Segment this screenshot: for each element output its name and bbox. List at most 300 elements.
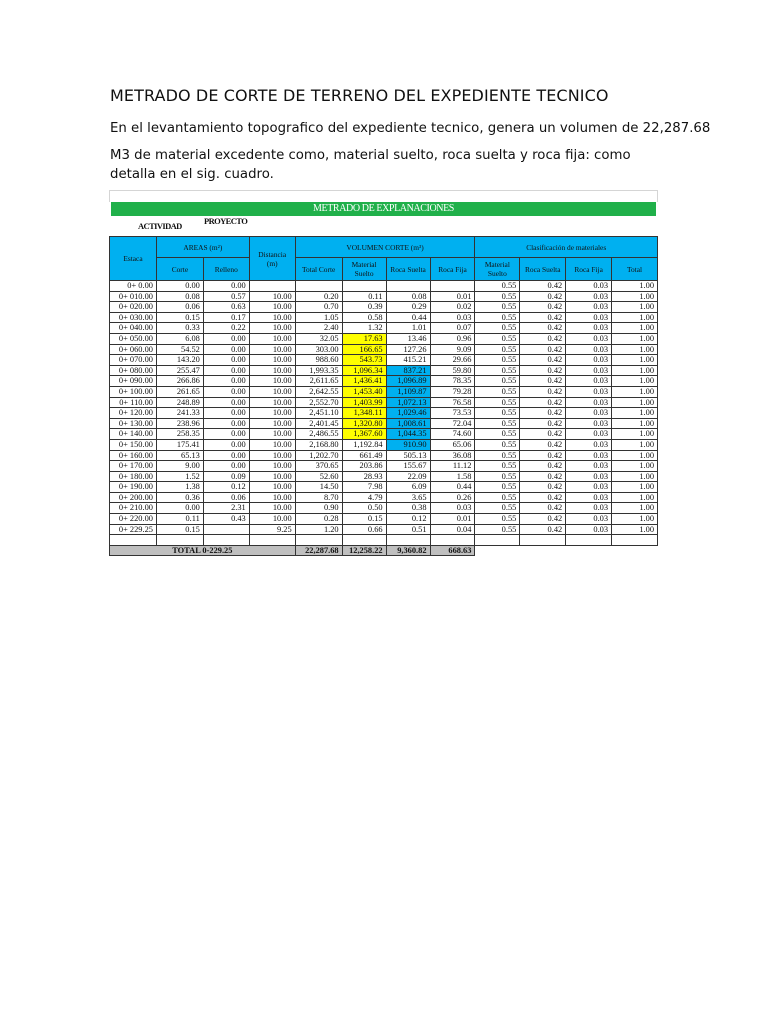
corte-cell: 248.89: [156, 397, 203, 408]
class-material-suelto-cell: 0.55: [475, 291, 520, 302]
roca-suelta-cell: 910.90: [386, 439, 430, 450]
table-row: [110, 492, 658, 503]
roca-suelta-cell: 155.67: [386, 461, 430, 472]
corte-cell: 255.47: [156, 365, 203, 376]
estaca-cell: 0+ 0.00: [110, 281, 157, 292]
material-suelto-cell: 1,436.41: [342, 376, 386, 387]
blank-cell: [342, 535, 386, 546]
roca-fija-cell: 29.66: [430, 355, 475, 366]
material-suelto-cell: 17.63: [342, 333, 386, 344]
table-row: [110, 386, 658, 397]
roca-suelta-cell: 415.21: [386, 355, 430, 366]
class-roca-fija-cell: 0.03: [566, 492, 612, 503]
detail-paragraph: M3 de material excedente como, material suelto, roca suelta y roca fija: como detalla en el sig. cuadro.: [110, 148, 631, 182]
total-corte-cell: 2,642.55: [295, 386, 342, 397]
roca-suelta-cell: 1,044.35: [386, 429, 430, 440]
class-roca-fija-cell: 0.03: [566, 281, 612, 292]
class-material-suelto-cell: 0.55: [475, 408, 520, 419]
table-row: [110, 281, 658, 292]
class-material-suelto-cell: 0.55: [475, 355, 520, 366]
roca-fija-cell: 0.03: [430, 312, 475, 323]
distancia-cell: 10.00: [249, 302, 295, 313]
distancia-cell: 10.00: [249, 450, 295, 461]
class-material-suelto-cell: 0.55: [475, 503, 520, 514]
corte-cell: 9.00: [156, 461, 203, 472]
total-row: [110, 545, 658, 556]
distancia-cell: 10.00: [249, 418, 295, 429]
class-total-cell: 1.00: [612, 471, 658, 482]
material-suelto-cell: 0.11: [342, 291, 386, 302]
class-material-suelto-cell: 0.55: [475, 471, 520, 482]
distancia-cell: 10.00: [249, 323, 295, 334]
total-roca-fija-value: 668.63: [430, 545, 475, 556]
material-suelto-cell: 4.79: [342, 492, 386, 503]
class-material-suelto-cell: 0.55: [475, 524, 520, 535]
empty-cell: [475, 545, 520, 556]
table-row: [110, 323, 658, 334]
class-roca-suelta-cell: 0.42: [520, 365, 566, 376]
total-corte-cell: 8.70: [295, 492, 342, 503]
class-material-suelto-cell: 0.55: [475, 376, 520, 387]
class-material-suelto-cell: 0.55: [475, 429, 520, 440]
corte-cell: 0.06: [156, 302, 203, 313]
estaca-cell: 0+ 090.00: [110, 376, 157, 387]
relleno-cell: 0.00: [203, 376, 249, 387]
class-roca-suelta-cell: 0.42: [520, 514, 566, 525]
class-roca-fija-cell: 0.03: [566, 323, 612, 334]
empty-cell: [612, 545, 658, 556]
roca-fija-cell: 78.35: [430, 376, 475, 387]
roca-suelta-cell: 0.44: [386, 312, 430, 323]
table-row: [110, 312, 658, 323]
estaca-cell: 0+ 030.00: [110, 312, 157, 323]
blank-cell: [295, 535, 342, 546]
table-row: [110, 524, 658, 535]
distancia-cell: 10.00: [249, 365, 295, 376]
blank-cell: [156, 535, 203, 546]
class-roca-suelta-cell: 0.42: [520, 439, 566, 450]
estaca-cell: 0+ 080.00: [110, 365, 157, 376]
table-row: [110, 355, 658, 366]
class-roca-fija-cell: 0.03: [566, 291, 612, 302]
roca-fija-cell: 72.04: [430, 418, 475, 429]
table-row: [110, 365, 658, 376]
roca-suelta-cell: 1,096.89: [386, 376, 430, 387]
class-material-suelto-cell: 0.55: [475, 450, 520, 461]
table-row: [110, 418, 658, 429]
material-suelto-cell: 1,453.40: [342, 386, 386, 397]
roca-suelta-cell: 3.65: [386, 492, 430, 503]
estaca-cell: 0+ 020.00: [110, 302, 157, 313]
roca-fija-cell: 65.06: [430, 439, 475, 450]
class-roca-suelta-cell: 0.42: [520, 418, 566, 429]
roca-suelta-cell: [386, 281, 430, 292]
class-roca-fija-cell: 0.03: [566, 418, 612, 429]
blank-cell: [566, 535, 612, 546]
relleno-cell: 0.00: [203, 450, 249, 461]
estaca-cell: 0+ 010.00: [110, 291, 157, 302]
estaca-cell: 0+ 060.00: [110, 344, 157, 355]
estaca-cell: 0+ 210.00: [110, 503, 157, 514]
total-corte-value: 22,287.68: [295, 545, 342, 556]
total-corte-cell: 2,486.55: [295, 429, 342, 440]
class-roca-suelta-cell: 0.42: [520, 281, 566, 292]
table-row: [110, 503, 658, 514]
total-corte-cell: 0.28: [295, 514, 342, 525]
roca-suelta-cell: 0.29: [386, 302, 430, 313]
table-row: [110, 461, 658, 472]
roca-suelta-cell: 837.21: [386, 365, 430, 376]
estaca-cell: 0+ 110.00: [110, 397, 157, 408]
relleno-cell: 0.00: [203, 397, 249, 408]
blank-cell: [475, 535, 520, 546]
class-roca-fija-cell: 0.03: [566, 376, 612, 387]
roca-fija-cell: 0.02: [430, 302, 475, 313]
class-roca-suelta-cell: 0.42: [520, 355, 566, 366]
roca-fija-cell: 36.08: [430, 450, 475, 461]
blank-cell: [430, 535, 475, 546]
material-suelto-cell: 661.49: [342, 450, 386, 461]
roca-fija-cell: 0.96: [430, 333, 475, 344]
class-roca-suelta-cell: 0.42: [520, 461, 566, 472]
blank-cell: [203, 535, 249, 546]
estaca-cell: 0+ 130.00: [110, 418, 157, 429]
relleno-cell: 0.00: [203, 333, 249, 344]
total-corte-cell: 1.05: [295, 312, 342, 323]
class-material-suelto-cell: 0.55: [475, 461, 520, 472]
header-c-roca-fija: Roca Fija: [566, 258, 612, 281]
table-body: [110, 281, 658, 535]
class-roca-suelta-cell: 0.42: [520, 471, 566, 482]
estaca-cell: 0+ 190.00: [110, 482, 157, 493]
relleno-cell: 0.57: [203, 291, 249, 302]
class-total-cell: 1.00: [612, 333, 658, 344]
distancia-cell: 10.00: [249, 471, 295, 482]
corte-cell: 0.00: [156, 503, 203, 514]
table-row: [110, 376, 658, 387]
material-suelto-cell: 0.50: [342, 503, 386, 514]
class-total-cell: 1.00: [612, 344, 658, 355]
header-c-material-suelto: Material Suelto: [475, 258, 520, 281]
blank-cell: [386, 535, 430, 546]
class-total-cell: 1.00: [612, 514, 658, 525]
distancia-cell: 10.00: [249, 492, 295, 503]
roca-fija-cell: 0.03: [430, 503, 475, 514]
class-roca-suelta-cell: 0.42: [520, 323, 566, 334]
distancia-cell: 10.00: [249, 408, 295, 419]
corte-cell: 0.15: [156, 524, 203, 535]
distancia-cell: [249, 281, 295, 292]
class-roca-fija-cell: 0.03: [566, 514, 612, 525]
class-total-cell: 1.00: [612, 365, 658, 376]
material-suelto-cell: 1.32: [342, 323, 386, 334]
distancia-cell: 10.00: [249, 355, 295, 366]
total-corte-cell: 2,168.80: [295, 439, 342, 450]
total-corte-cell: 988.60: [295, 355, 342, 366]
relleno-cell: 0.09: [203, 471, 249, 482]
class-roca-suelta-cell: 0.42: [520, 397, 566, 408]
empty-cell: [566, 545, 612, 556]
class-roca-fija-cell: 0.03: [566, 461, 612, 472]
class-total-cell: 1.00: [612, 439, 658, 450]
relleno-cell: 0.00: [203, 365, 249, 376]
class-total-cell: 1.00: [612, 397, 658, 408]
relleno-cell: 2.31: [203, 503, 249, 514]
class-roca-fija-cell: 0.03: [566, 312, 612, 323]
table-row: [110, 333, 658, 344]
total-material-suelto-value: 12,258.22: [342, 545, 386, 556]
class-material-suelto-cell: 0.55: [475, 323, 520, 334]
total-label: TOTAL 0-229.25: [110, 545, 296, 556]
class-roca-fija-cell: 0.03: [566, 471, 612, 482]
class-roca-fija-cell: 0.03: [566, 450, 612, 461]
blank-cell: [612, 535, 658, 546]
table-row: [110, 439, 658, 450]
relleno-cell: 0.00: [203, 386, 249, 397]
class-total-cell: 1.00: [612, 281, 658, 292]
corte-cell: 1.52: [156, 471, 203, 482]
roca-suelta-cell: 1.01: [386, 323, 430, 334]
class-roca-suelta-cell: 0.42: [520, 344, 566, 355]
estaca-cell: 0+ 040.00: [110, 323, 157, 334]
roca-fija-cell: 79.28: [430, 386, 475, 397]
estaca-cell: 0+ 229.25: [110, 524, 157, 535]
header-material-suelto: Material Suelto: [342, 258, 386, 281]
distancia-cell: 10.00: [249, 503, 295, 514]
sheet-frame: [109, 190, 658, 202]
estaca-cell: 0+ 160.00: [110, 450, 157, 461]
relleno-cell: [203, 524, 249, 535]
total-corte-cell: 0.70: [295, 302, 342, 313]
distancia-cell: 10.00: [249, 514, 295, 525]
class-total-cell: 1.00: [612, 302, 658, 313]
class-roca-fija-cell: 0.03: [566, 355, 612, 366]
corte-cell: 258.35: [156, 429, 203, 440]
roca-fija-cell: 76.58: [430, 397, 475, 408]
class-roca-fija-cell: 0.03: [566, 524, 612, 535]
table-row: [110, 514, 658, 525]
class-roca-fija-cell: 0.03: [566, 429, 612, 440]
relleno-cell: 0.63: [203, 302, 249, 313]
total-corte-cell: 0.20: [295, 291, 342, 302]
class-roca-suelta-cell: 0.42: [520, 429, 566, 440]
material-suelto-cell: 28.93: [342, 471, 386, 482]
total-corte-cell: 0.90: [295, 503, 342, 514]
class-total-cell: 1.00: [612, 386, 658, 397]
relleno-cell: 0.17: [203, 312, 249, 323]
roca-suelta-cell: 0.51: [386, 524, 430, 535]
sheet-banner: METRADO DE EXPLANACIONES: [111, 202, 656, 216]
proyecto-label: PROYECTO: [204, 216, 248, 226]
corte-cell: 0.11: [156, 514, 203, 525]
class-total-cell: 1.00: [612, 376, 658, 387]
class-roca-fija-cell: 0.03: [566, 408, 612, 419]
relleno-cell: 0.00: [203, 408, 249, 419]
class-roca-fija-cell: 0.03: [566, 365, 612, 376]
relleno-cell: 0.00: [203, 418, 249, 429]
total-corte-cell: 1,993.35: [295, 365, 342, 376]
relleno-cell: 0.12: [203, 482, 249, 493]
header-corte: Corte: [156, 258, 203, 281]
material-suelto-cell: 1,192.84: [342, 439, 386, 450]
class-total-cell: 1.00: [612, 450, 658, 461]
table-row: [110, 344, 658, 355]
roca-suelta-cell: 0.38: [386, 503, 430, 514]
class-roca-suelta-cell: 0.42: [520, 524, 566, 535]
relleno-cell: 0.00: [203, 461, 249, 472]
header-c-total: Total: [612, 258, 658, 281]
class-material-suelto-cell: 0.55: [475, 302, 520, 313]
roca-suelta-cell: 505.13: [386, 450, 430, 461]
material-suelto-cell: 1,348.11: [342, 408, 386, 419]
table-row: [110, 482, 658, 493]
corte-cell: 65.13: [156, 450, 203, 461]
class-roca-fija-cell: 0.03: [566, 344, 612, 355]
distancia-cell: 10.00: [249, 344, 295, 355]
class-total-cell: 1.00: [612, 408, 658, 419]
material-suelto-cell: 1,367.60: [342, 429, 386, 440]
roca-fija-cell: 1.58: [430, 471, 475, 482]
estaca-cell: 0+ 150.00: [110, 439, 157, 450]
distancia-cell: 10.00: [249, 312, 295, 323]
class-roca-fija-cell: 0.03: [566, 333, 612, 344]
total-corte-cell: 32.05: [295, 333, 342, 344]
table-row: [110, 471, 658, 482]
total-roca-suelta-value: 9,360.82: [386, 545, 430, 556]
class-material-suelto-cell: 0.55: [475, 312, 520, 323]
distancia-cell: 9.25: [249, 524, 295, 535]
class-total-cell: 1.00: [612, 291, 658, 302]
total-corte-cell: 2.40: [295, 323, 342, 334]
table-row: [110, 429, 658, 440]
class-material-suelto-cell: 0.55: [475, 439, 520, 450]
material-suelto-cell: 0.58: [342, 312, 386, 323]
class-roca-suelta-cell: 0.42: [520, 291, 566, 302]
roca-fija-cell: 74.60: [430, 429, 475, 440]
actividad-label: ACTIVIDAD: [138, 221, 182, 231]
total-corte-cell: 303.00: [295, 344, 342, 355]
table-row: [110, 397, 658, 408]
distancia-cell: 10.00: [249, 397, 295, 408]
class-material-suelto-cell: 0.55: [475, 281, 520, 292]
roca-suelta-cell: 1,029.46: [386, 408, 430, 419]
roca-fija-cell: 9.09: [430, 344, 475, 355]
estaca-cell: 0+ 050.00: [110, 333, 157, 344]
roca-fija-cell: 0.01: [430, 291, 475, 302]
class-roca-fija-cell: 0.03: [566, 386, 612, 397]
class-roca-fija-cell: 0.03: [566, 482, 612, 493]
estaca-cell: 0+ 180.00: [110, 471, 157, 482]
class-material-suelto-cell: 0.55: [475, 397, 520, 408]
class-roca-suelta-cell: 0.42: [520, 302, 566, 313]
blank-cell: [249, 535, 295, 546]
distancia-cell: 10.00: [249, 386, 295, 397]
total-corte-cell: 52.60: [295, 471, 342, 482]
corte-cell: 143.20: [156, 355, 203, 366]
corte-cell: 54.52: [156, 344, 203, 355]
roca-suelta-cell: 1,072.13: [386, 397, 430, 408]
distancia-cell: 10.00: [249, 482, 295, 493]
table-row: [110, 408, 658, 419]
blank-row: [110, 535, 658, 546]
document-title: METRADO DE CORTE DE TERRENO DEL EXPEDIENTE TECNICO: [110, 86, 609, 105]
header-distancia: Distancia (m): [249, 237, 295, 281]
roca-fija-cell: 59.80: [430, 365, 475, 376]
relleno-cell: 0.00: [203, 429, 249, 440]
total-corte-cell: 2,552.70: [295, 397, 342, 408]
class-roca-suelta-cell: 0.42: [520, 312, 566, 323]
roca-fija-cell: 0.26: [430, 492, 475, 503]
relleno-cell: 0.00: [203, 355, 249, 366]
corte-cell: 0.33: [156, 323, 203, 334]
material-suelto-cell: 1,403.99: [342, 397, 386, 408]
total-corte-cell: 370.65: [295, 461, 342, 472]
blank-cell: [110, 535, 157, 546]
class-roca-suelta-cell: 0.42: [520, 450, 566, 461]
roca-fija-cell: 11.12: [430, 461, 475, 472]
corte-cell: 0.15: [156, 312, 203, 323]
distancia-cell: 10.00: [249, 376, 295, 387]
estaca-cell: 0+ 200.00: [110, 492, 157, 503]
material-suelto-cell: 1,320.80: [342, 418, 386, 429]
class-total-cell: 1.00: [612, 492, 658, 503]
class-material-suelto-cell: 0.55: [475, 365, 520, 376]
estaca-cell: 0+ 100.00: [110, 386, 157, 397]
class-roca-suelta-cell: 0.42: [520, 376, 566, 387]
class-material-suelto-cell: 0.55: [475, 418, 520, 429]
material-suelto-cell: 543.73: [342, 355, 386, 366]
roca-fija-cell: 0.44: [430, 482, 475, 493]
class-material-suelto-cell: 0.55: [475, 386, 520, 397]
material-suelto-cell: [342, 281, 386, 292]
class-roca-suelta-cell: 0.42: [520, 408, 566, 419]
explanaciones-table: [109, 236, 658, 556]
distancia-cell: 10.00: [249, 461, 295, 472]
class-material-suelto-cell: 0.55: [475, 344, 520, 355]
corte-cell: 1.38: [156, 482, 203, 493]
total-corte-cell: 2,611.65: [295, 376, 342, 387]
corte-cell: 238.96: [156, 418, 203, 429]
corte-cell: 266.86: [156, 376, 203, 387]
roca-fija-cell: 0.04: [430, 524, 475, 535]
material-suelto-cell: 203.86: [342, 461, 386, 472]
class-roca-fija-cell: 0.03: [566, 397, 612, 408]
corte-cell: 6.08: [156, 333, 203, 344]
estaca-cell: 0+ 120.00: [110, 408, 157, 419]
table-row: [110, 302, 658, 313]
relleno-cell: 0.00: [203, 281, 249, 292]
class-total-cell: 1.00: [612, 429, 658, 440]
roca-fija-cell: 0.07: [430, 323, 475, 334]
corte-cell: 241.33: [156, 408, 203, 419]
header-relleno: Relleno: [203, 258, 249, 281]
header-roca-suelta: Roca Suelta: [386, 258, 430, 281]
corte-cell: 0.08: [156, 291, 203, 302]
corte-cell: 261.65: [156, 386, 203, 397]
distancia-cell: 10.00: [249, 291, 295, 302]
roca-suelta-cell: 1,109.87: [386, 386, 430, 397]
table-row: [110, 450, 658, 461]
distancia-cell: 10.00: [249, 429, 295, 440]
relleno-cell: 0.00: [203, 439, 249, 450]
roca-fija-cell: 0.01: [430, 514, 475, 525]
header-roca-fija: Roca Fija: [430, 258, 475, 281]
roca-suelta-cell: 0.12: [386, 514, 430, 525]
header-total-corte: Total Corte: [295, 258, 342, 281]
header-clasificacion: Clasificación de materiales: [475, 237, 658, 258]
material-suelto-cell: 0.39: [342, 302, 386, 313]
class-material-suelto-cell: 0.55: [475, 514, 520, 525]
